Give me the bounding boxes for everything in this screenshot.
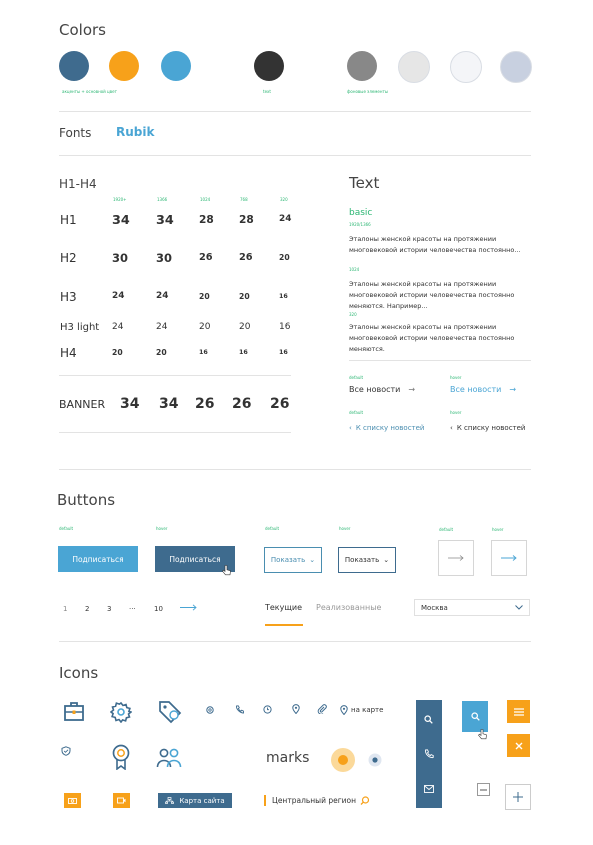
breakpoint-label: 1024 <box>200 197 211 202</box>
marks-label: marks <box>266 750 310 766</box>
map-mark-active-icon <box>330 747 356 773</box>
city-select[interactable] <box>414 599 530 616</box>
breakpoint-label: 768 <box>240 197 248 202</box>
zoom-out-button[interactable] <box>477 783 490 796</box>
plus-icon <box>513 792 523 802</box>
heading-size-value: 16 <box>279 347 288 356</box>
state-hover: hover <box>492 527 504 532</box>
briefcase-icon <box>64 702 84 721</box>
show-dropdown-button-hover[interactable] <box>338 547 396 573</box>
color-swatch <box>161 51 191 81</box>
banner-label: BANNER <box>59 398 106 411</box>
back-to-list-label: К списку новостей <box>355 424 425 432</box>
heading-size-value: 24 <box>112 322 124 332</box>
show-dropdown-button[interactable] <box>264 547 322 573</box>
headings-title: H1-H4 <box>59 177 97 191</box>
heading-size-value: 20 <box>239 291 250 301</box>
location-pin-icon <box>340 705 348 715</box>
at-sign-icon <box>206 706 214 714</box>
heading-size-value: 16 <box>279 322 291 332</box>
chevron-down-icon: ⌄ <box>383 556 390 564</box>
arrow-right-icon <box>448 555 464 561</box>
search-icon <box>471 712 480 721</box>
heading-size-value: 28 <box>199 213 214 227</box>
heading-size-value: 24 <box>156 291 169 302</box>
breakpoint-label: 1920+ <box>113 197 127 202</box>
heading-size-value: 20 <box>199 291 210 301</box>
back-to-list-link-hover[interactable] <box>450 424 525 432</box>
page-1[interactable]: 1 <box>63 605 68 613</box>
caption-320: 320 <box>349 312 357 317</box>
heading-size-value: 20 <box>239 322 251 332</box>
minus-icon <box>480 789 487 791</box>
heading-size-value: 30 <box>156 251 172 266</box>
color-swatch <box>347 51 377 81</box>
caption-accent: акценты + основной цвет <box>62 89 117 94</box>
search-icon[interactable] <box>360 796 370 806</box>
heading-size-value: 26 <box>199 251 213 263</box>
arrow-right-icon <box>501 555 517 561</box>
heading-size-value: 28 <box>239 213 254 227</box>
sitemap-label: Карта сайта <box>179 796 225 805</box>
link-state-hover: hover <box>450 375 462 380</box>
color-swatch <box>398 51 430 83</box>
heading-row-label: H3 light <box>60 322 100 333</box>
colors-title: Colors <box>59 21 106 39</box>
all-news-link-default[interactable] <box>349 385 415 394</box>
heading-size-value: 20 <box>156 347 167 357</box>
clock-icon <box>263 705 272 714</box>
heading-size-value: 16 <box>279 291 288 300</box>
heading-row-label: H4 <box>60 346 77 360</box>
subscribe-button-hover[interactable]: Подписаться <box>155 546 235 572</box>
heading-size-value: 24 <box>112 291 125 302</box>
banner-size-value: 26 <box>195 396 215 412</box>
camera-icon <box>64 793 81 808</box>
sample-text-large: Эталоны женской красоты на протяжении многовековой истории человечества постоянно... <box>349 235 521 254</box>
state-default: default <box>265 526 280 531</box>
all-news-label: Все новости <box>349 385 401 394</box>
fonts-title: Fonts <box>59 126 92 140</box>
tag-percent-icon <box>158 700 182 724</box>
back-to-list-link-default[interactable] <box>349 424 424 432</box>
users-group-icon <box>156 747 182 769</box>
heading-size-value: 16 <box>239 347 248 356</box>
link-state-default: default <box>349 410 364 415</box>
show-label: Показать <box>270 556 306 564</box>
region-label: Центральный регион <box>272 796 357 805</box>
heading-size-value: 30 <box>112 251 128 266</box>
caption-1024: 1024 <box>349 267 360 272</box>
divider <box>59 155 531 156</box>
color-swatch <box>109 51 139 81</box>
all-news-link-hover[interactable] <box>450 385 516 394</box>
tab-active-indicator <box>265 624 303 626</box>
heading-row-label: H3 <box>60 290 77 304</box>
video-icon <box>113 793 130 808</box>
state-default: default <box>439 527 454 532</box>
heading-size-value: 24 <box>279 214 292 225</box>
divider <box>349 360 531 361</box>
all-news-label: Все новости <box>450 385 502 394</box>
heading-row-label: H2 <box>60 251 77 265</box>
banner-size-value: 26 <box>270 396 290 412</box>
banner-size-value: 26 <box>232 396 252 412</box>
color-swatch <box>59 51 89 81</box>
banner-size-value: 34 <box>159 396 179 412</box>
divider <box>59 432 291 433</box>
heading-size-value: 26 <box>239 251 253 263</box>
caption-background: фоновые элементы <box>347 89 388 94</box>
heading-size-value: 20 <box>112 347 123 357</box>
location-pin-icon <box>292 704 300 714</box>
subscribe-button[interactable]: Подписаться <box>58 546 138 572</box>
icons-title: Icons <box>59 664 99 682</box>
color-swatch <box>500 51 532 83</box>
arrow-right-icon: → <box>509 385 517 394</box>
phone-icon[interactable] <box>424 749 434 759</box>
sample-text-small: Эталоны женской красоты на протяжении многовековой истории человечества постоянно меняются. <box>349 323 515 353</box>
shield-icon <box>61 746 71 756</box>
close-icon <box>515 742 523 750</box>
menu-button[interactable] <box>507 700 530 723</box>
cursor-hand-icon <box>222 565 231 576</box>
chevron-down-icon: ⌄ <box>309 556 316 564</box>
link-state-hover: hover <box>450 410 462 415</box>
on-map-link[interactable] <box>340 705 383 715</box>
tab-realized[interactable]: Реализованные <box>316 603 382 612</box>
page-ellipsis: ... <box>129 603 136 611</box>
state-default: default <box>59 526 74 531</box>
phone-icon <box>235 705 244 714</box>
city-select-value: Москва <box>421 603 448 612</box>
basic-label: basic <box>349 208 373 218</box>
divider <box>59 469 531 470</box>
award-icon <box>111 744 131 770</box>
buttons-title: Buttons <box>57 491 116 509</box>
chevron-down-icon <box>515 605 523 610</box>
arrow-button[interactable] <box>438 540 474 576</box>
heading-size-value: 16 <box>199 347 208 356</box>
hamburger-icon <box>514 708 524 716</box>
divider <box>59 641 531 642</box>
region-marker <box>264 795 266 806</box>
paperclip-icon <box>317 704 327 714</box>
state-hover: hover <box>339 526 351 531</box>
mail-icon[interactable] <box>424 785 434 793</box>
heading-size-value: 34 <box>112 212 130 228</box>
zoom-in-button[interactable] <box>505 784 531 810</box>
gear-icon <box>110 701 132 723</box>
search-button-hover[interactable] <box>462 701 488 732</box>
font-name: Rubik <box>116 125 155 139</box>
color-swatch <box>254 51 284 81</box>
tab-current[interactable]: Текущие <box>265 603 303 612</box>
divider <box>59 375 291 376</box>
show-label: Показать <box>344 556 380 564</box>
sitemap-button[interactable] <box>158 793 232 808</box>
arrow-right-icon: → <box>408 385 416 394</box>
close-button[interactable] <box>507 734 530 757</box>
heading-size-value: 20 <box>199 322 211 332</box>
map-mark-icon <box>368 753 382 767</box>
text-title: Text <box>349 174 380 192</box>
divider <box>59 111 531 112</box>
heading-row-label: H1 <box>60 213 77 227</box>
state-hover: hover <box>156 526 168 531</box>
cursor-hand-icon <box>478 729 487 740</box>
caption-text: text <box>263 89 271 94</box>
chevron-left-icon: ‹ <box>349 424 352 432</box>
search-icon[interactable] <box>424 715 433 724</box>
sitemap-icon <box>165 797 174 804</box>
sample-text-medium: Эталоны женской красоты на протяжении многовековой истории человечества постоянно меняются. Например... <box>349 280 515 310</box>
back-to-list-label: К списку новостей <box>456 424 526 432</box>
page-2[interactable]: 2 <box>85 605 90 613</box>
heading-size-value: 24 <box>156 322 168 332</box>
arrow-button-hover[interactable] <box>491 540 527 576</box>
link-state-default: default <box>349 375 364 380</box>
breakpoint-label: 320 <box>280 197 288 202</box>
on-map-label: на карте <box>351 706 384 714</box>
banner-size-value: 34 <box>120 396 140 412</box>
page-3[interactable]: 3 <box>107 605 112 613</box>
chevron-left-icon: ‹ <box>450 424 453 432</box>
heading-size-value: 20 <box>279 252 290 262</box>
basic-sub: 1920/1366 <box>349 222 371 227</box>
heading-size-value: 34 <box>156 212 174 228</box>
arrow-right-icon[interactable] <box>180 604 197 611</box>
color-swatch <box>450 51 482 83</box>
breakpoint-label: 1366 <box>157 197 168 202</box>
page-10[interactable]: 10 <box>154 605 163 613</box>
